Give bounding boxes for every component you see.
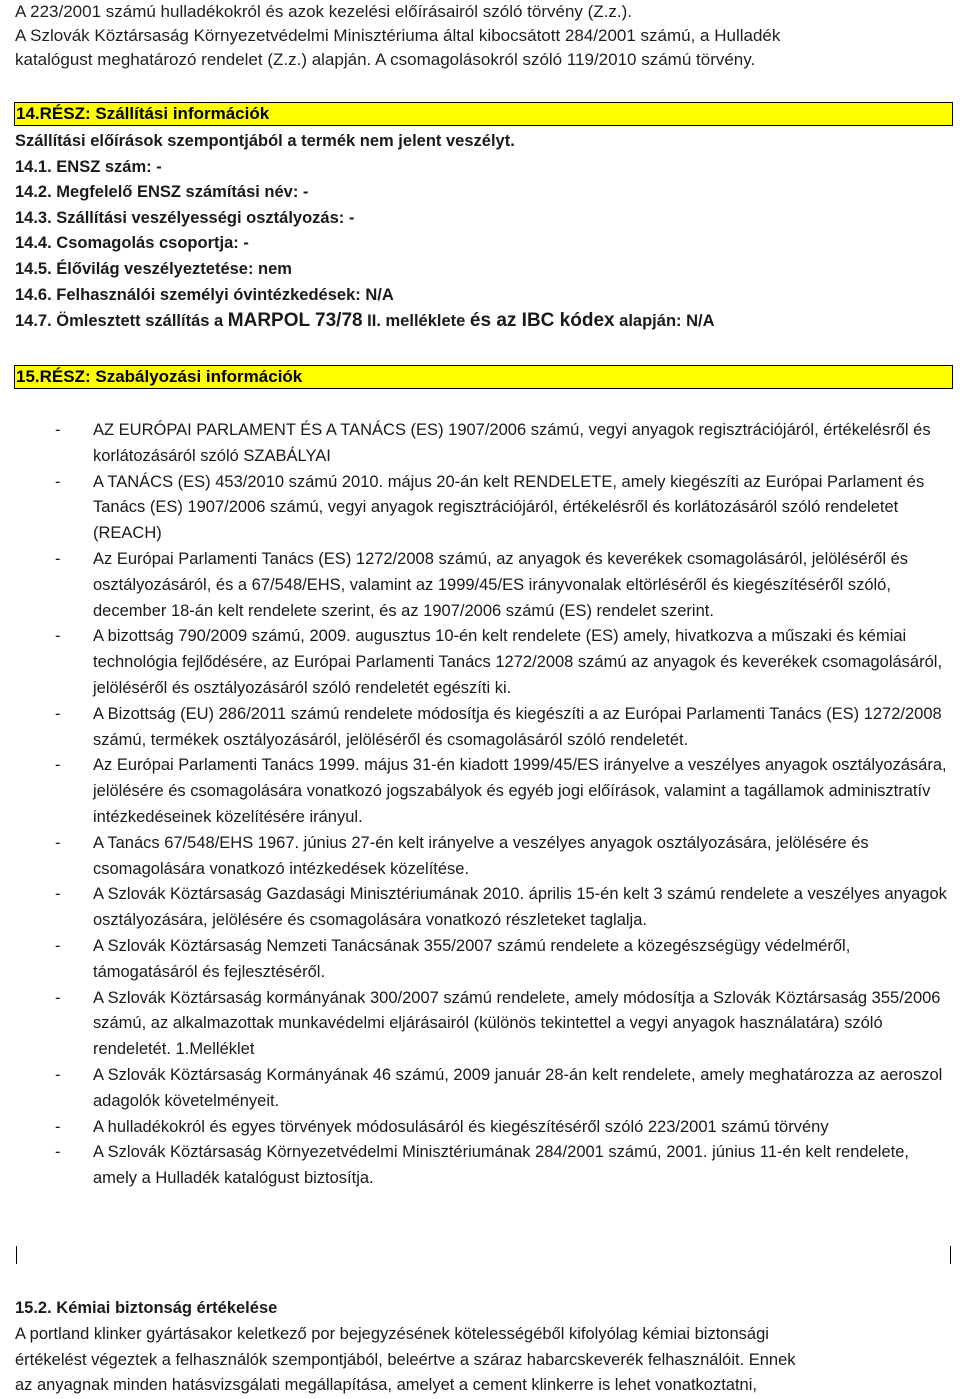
regulation-text: A hulladékokról és egyes törvények módosulásáról és kiegészítéséről szóló 223/2001 számú törvény — [93, 1117, 829, 1136]
regulation-item — [55, 986, 950, 1063]
list-dash: - — [55, 885, 61, 904]
regulation-item — [55, 831, 950, 883]
regulation-item — [55, 934, 950, 986]
regulation-text: A Szlovák Köztársaság Gazdasági Minisztériumának 2010. április 15-én kelt 3 számú rendelete a veszélyes anyagok osztályozására, jelölésére és csomagolására vonatkozó részleteket taglalja. — [93, 885, 947, 930]
marpol-part: II. melléklete — [362, 312, 470, 331]
regulation-item — [55, 547, 950, 624]
regulation-item — [55, 1115, 950, 1141]
regulation-item — [55, 624, 950, 701]
list-dash: - — [55, 627, 61, 646]
section-14-body — [15, 129, 950, 335]
regulation-text: A Szlovák Köztársaság Kormányának 46 számú, 2009 január 28-án kelt rendelete, amely meghatározza az aeroszol adagolók követelményeit. — [93, 1065, 943, 1110]
regulation-text: A TANÁCS (ES) 453/2010 számú 2010. május 20-án kelt RENDELETE, amely kiegészíti az Európai Parlament és Tanács (ES) 1907/2006 számú, vegyi anyagok regisztrációjáról, értékelésről és korlátozásáról szóló rendeletet (REACH) — [93, 472, 925, 543]
list-dash: - — [55, 1065, 61, 1084]
transport-line: 14.3. Szállítási veszélyességi osztályozás: - — [15, 208, 355, 227]
section-15-2 — [15, 1296, 950, 1399]
transport-line: 14.6. Felhasználói személyi óvintézkedések: N/A — [15, 285, 394, 304]
section-15-header: 15.RÉSZ: Szabályozási információk — [14, 365, 953, 389]
paragraph-line: az anyagnak minden hatásvizsgálati megállapítása, amelyet a cement klinkerre is lehet vonatkoztatni, — [15, 1376, 757, 1395]
transport-line: 14.1. ENSZ szám: - — [15, 157, 162, 176]
list-dash: - — [55, 421, 61, 439]
regulation-item — [55, 470, 950, 547]
regulation-item — [55, 1063, 950, 1115]
regulation-item — [55, 882, 950, 934]
regulation-text: A Bizottság (EU) 286/2011 számú rendelete módosítja és kiegészíti a az Európai Parlamenti Tanács (ES) 1272/2008 számú, termékek osztályozásáról, jelöléséről és csomagolásáról szóló rendeletét. — [93, 704, 942, 749]
list-dash: - — [55, 988, 61, 1007]
marpol-part: 14.7. Ömlesztett szállítás a — [15, 312, 228, 331]
regulation-item — [55, 702, 950, 754]
regulation-text: A bizottság 790/2009 számú, 2009. augusztus 10-én kelt rendelete (ES) amely, hivatkozva a műszaki és kémiai technológia fejlődésére, az Európai Parlamenti Tanács 1272/2008 számú az anyagok és keverékek csomagolásáról, jelöléséről és osztályozásáról szóló rendeletét egészíti ki. — [93, 627, 943, 697]
list-dash: - — [55, 704, 61, 723]
intro-line: A Szlovák Köztársaság Környezetvédelmi Minisztériuma által kibocsátott 284/2001 számú, a Hulladék — [15, 26, 781, 45]
table-edge-mark-right — [950, 1246, 951, 1264]
list-dash: - — [55, 1143, 61, 1162]
transport-line: 14.4. Csomagolás csoportja: - — [15, 234, 249, 253]
regulation-text: A Szlovák Köztársaság Nemzeti Tanácsának 355/2007 számú rendelete a közegészségügy védelméről, támogatásáról és fejlesztéséről. — [93, 936, 851, 981]
paragraph-line: értékelést végeztek a felhasználók szempontjából, beleértve a száraz habarcskeverék felhasználóit. Ennek — [15, 1350, 796, 1369]
list-dash: - — [55, 756, 61, 775]
table-edge-mark-left — [16, 1246, 17, 1264]
list-dash: - — [55, 833, 61, 852]
regulation-item — [55, 1140, 950, 1192]
transport-line: Szállítási előírások szempontjából a termék nem jelent veszélyt. — [15, 132, 515, 150]
regulation-text: AZ EURÓPAI PARLAMENT ÉS A TANÁCS (ES) 1907/2006 számú, vegyi anyagok regisztrációjáról, értékelésről és korlátozásáról szóló SZABÁLYAI — [93, 421, 931, 465]
regulation-list — [55, 418, 950, 1192]
regulation-item — [55, 753, 950, 830]
marpol-part: alapján: N/A — [614, 312, 715, 331]
regulation-text: Az Európai Parlamenti Tanács 1999. május 31-én kiadott 1999/45/ES irányelve a veszélyes anyagok osztályozására, jelölésére és csomagolására vonatkozó jogszabályok és egyéb jogi előírások, valamint a tagállamok adminisztratív intézkedéseinek közelítésére irányul. — [93, 756, 947, 826]
marpol-part: MARPOL 73/78 — [227, 310, 363, 332]
list-dash: - — [55, 936, 61, 955]
marpol-part: és az IBC kódex — [469, 310, 615, 332]
regulation-item — [55, 418, 950, 470]
regulation-text: A Tanács 67/548/EHS 1967. június 27-én kelt irányelve a veszélyes anyagok osztályozására, jelölésére és csomagolására vonatkozó intézkedések közelítése. — [93, 833, 869, 878]
transport-line: 14.5. Élővilág veszélyeztetése: nem — [15, 259, 292, 278]
section-15-2-heading: 15.2. Kémiai biztonság értékelése — [15, 1299, 278, 1317]
intro-text — [15, 0, 950, 72]
list-dash: - — [55, 1117, 61, 1136]
transport-line-marpol — [15, 308, 950, 335]
intro-line: A 223/2001 számú hulladékokról és azok kezelési előírásairól szóló törvény (Z.z.). — [15, 2, 633, 21]
list-dash: - — [55, 549, 61, 568]
intro-line: katalógust meghatározó rendelet (Z.z.) alapján. A csomagolásokról szóló 119/2010 számú törvény. — [15, 50, 756, 69]
regulation-text: Az Európai Parlamenti Tanács (ES) 1272/2008 számú, az anyagok és keverékek csomagolásáról, jelöléséről és osztályozásáról, és a 67/548/EHS, valamint az 1999/45/ES irányvonalak eltörléséről és kiegészítéséről szóló, december 18-án kelt rendelete szerint, és az 1907/2006 számú (ES) rendelet szerint. — [93, 549, 909, 620]
regulation-text: A Szlovák Köztársaság Környezetvédelmi Minisztériumának 284/2001 számú, 2001. június 11-én kelt rendelete, amely a Hulladék katalógust biztosítja. — [93, 1143, 909, 1188]
transport-line: 14.2. Megfelelő ENSZ számítási név: - — [15, 183, 309, 202]
regulation-text: A Szlovák Köztársaság kormányának 300/2007 számú rendelete, amely módosítja a Szlovák Köztársaság 355/2006 számú, az alkalmazottak munkavédelmi eljárásairól (különös tekintettel a vegyi anyagok használatára) szóló rendeletét. 1.Melléklet — [93, 988, 941, 1059]
list-dash: - — [55, 472, 61, 491]
paragraph-line: A portland klinker gyártásakor keletkező por bejegyzésének kötelességéből kifolyólag kémiai biztonsági — [15, 1324, 769, 1343]
section-14-header: 14.RÉSZ: Szállítási információk — [14, 102, 953, 126]
